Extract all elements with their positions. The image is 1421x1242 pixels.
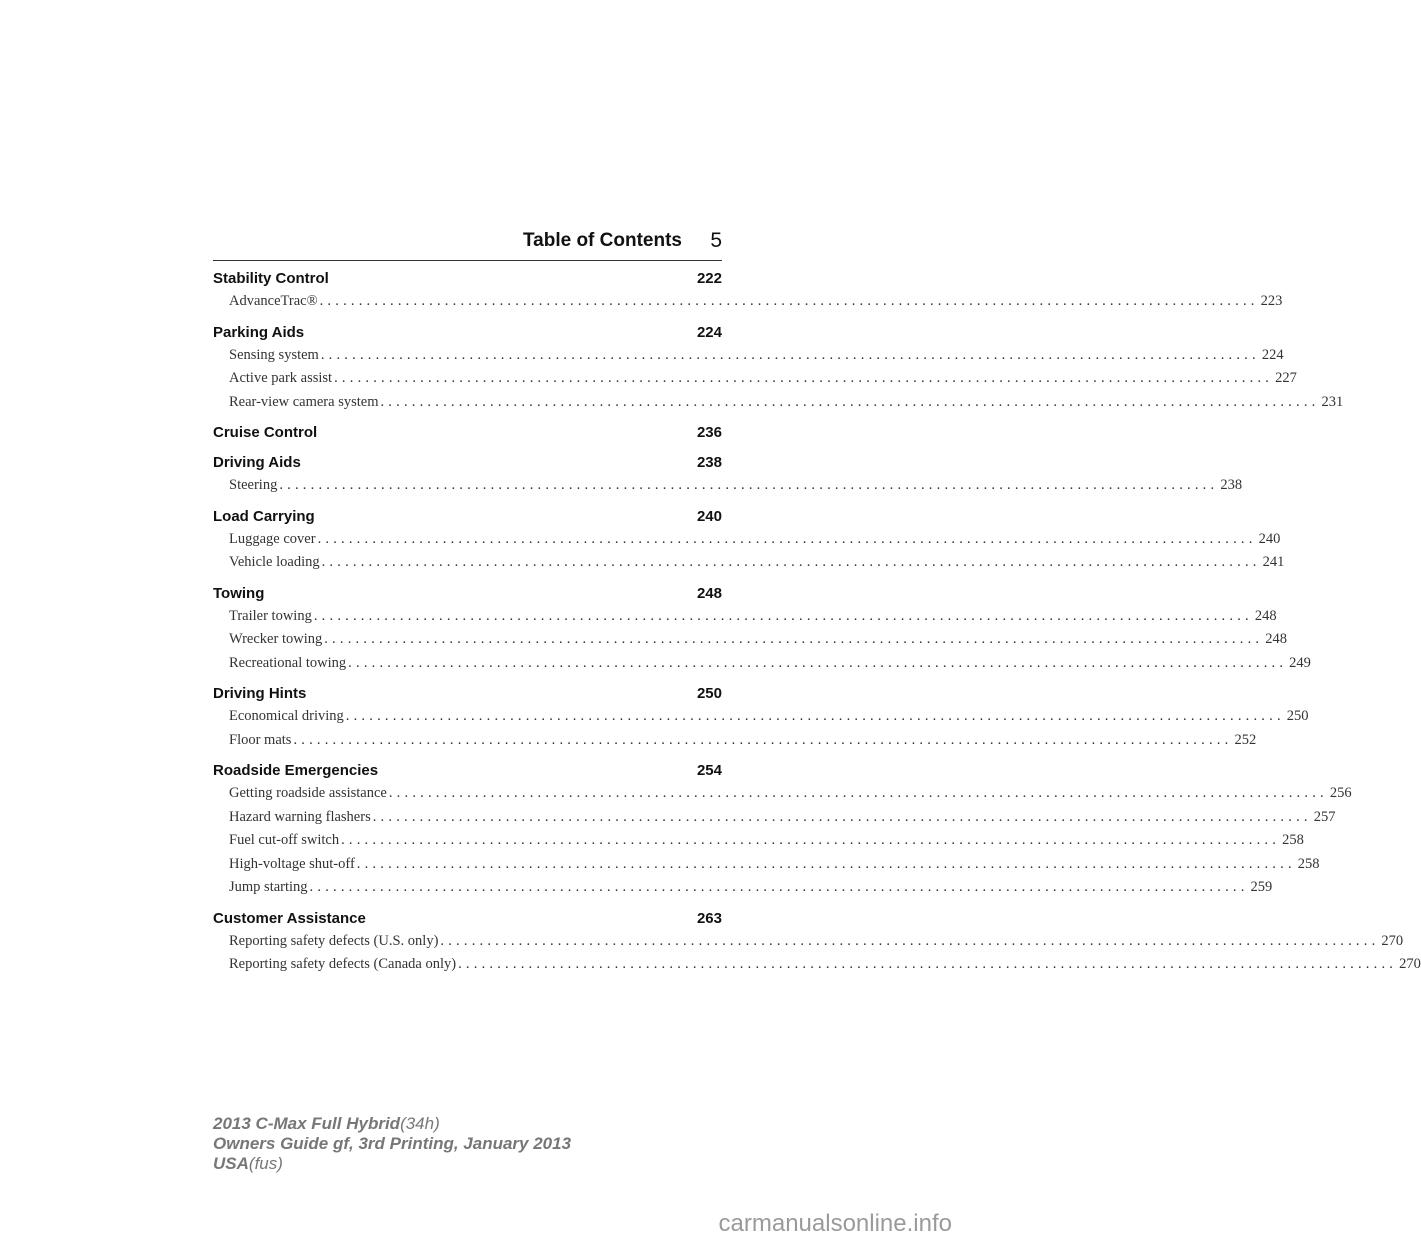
entry-label: Wrecker towing [229,631,323,647]
section-page: 250 [696,685,722,702]
entry-page: 257 [1313,808,1336,825]
entry-page: 258 [1282,832,1304,848]
toc-entry[interactable] [213,367,1297,391]
table-of-contents [213,268,1421,985]
entry-page: 224 [1261,346,1284,363]
dot-leader: ........................................................................................................................ [320,346,1260,363]
entry-page: 240 [1258,530,1281,547]
toc-entry[interactable] [213,876,1273,900]
entry-label: Steering [229,477,278,493]
entry-page: 231 [1321,393,1344,410]
watermark: carmanualsonline.info [718,1210,952,1237]
dot-leader: ........................................................................................................................ [348,654,1288,671]
toc-entry[interactable] [213,391,1344,415]
dot-leader: ........................................................................................................................ [321,554,1261,570]
entry-label: AdvanceTrac® [229,293,318,309]
toc-section-heading[interactable] [213,908,722,930]
toc-section-heading[interactable] [213,268,722,290]
section-page: 224 [696,323,722,341]
dot-leader: ........................................................................................................................ [380,393,1320,410]
entry-label: Getting roadside assistance [229,785,387,801]
dot-leader: ........................................................................................................................ [279,477,1219,493]
entry-page: 223 [1260,293,1283,309]
entry-label: High-voltage shut-off [229,855,355,872]
page-title: Table of Contents [522,230,682,251]
toc-section-heading[interactable] [213,760,722,782]
entry-label: Rear-view camera system [229,393,379,410]
entry-page: 258 [1297,855,1320,872]
entry-label: Economical driving [229,708,344,724]
toc-section [213,583,1311,676]
toc-entry[interactable] [213,930,1404,954]
toc-entry[interactable] [213,953,1421,977]
footer-model: 2013 C-Max Full Hybrid [213,1114,401,1133]
section-page: 222 [696,270,722,287]
entry-label: Active park assist [229,370,333,386]
dot-leader: ........................................................................................................................ [293,731,1233,748]
toc-section-heading[interactable] [213,683,722,705]
section-page: 254 [696,762,722,779]
section-page: 263 [696,909,722,927]
section-title: Towing [213,584,265,602]
entry-page: 249 [1289,654,1311,671]
section-title: Load Carrying [213,507,315,525]
entry-label: Jump starting [229,879,308,895]
page-number: 5 [710,229,722,252]
toc-section [213,683,1309,752]
toc-entry[interactable] [213,782,1352,806]
entry-label: Trailer towing [229,607,312,624]
dot-leader: ........................................................................................................................ [324,631,1264,647]
toc-entry[interactable] [213,652,1311,676]
section-title: Driving Hints [213,685,307,702]
section-title: Customer Assistance [213,909,366,927]
toc-section-heading[interactable] [213,322,722,344]
document-footer [213,1114,571,1174]
toc-entry[interactable] [213,628,1287,652]
dot-leader: ........................................................................................................................ [458,956,1398,972]
section-page: 248 [696,584,722,602]
entry-label: Reporting safety defects (Canada only) [229,956,457,972]
entry-page: 250 [1286,708,1309,724]
dot-leader: ........................................................................................................................ [345,708,1285,724]
entry-label: Sensing system [229,346,319,363]
entry-page: 270 [1381,932,1404,949]
entry-label: Vehicle loading [229,554,320,570]
entry-label: Luggage cover [229,530,316,547]
section-title: Parking Aids [213,323,305,341]
entry-label: Reporting safety defects (U.S. only) [229,932,439,949]
dot-leader: ........................................................................................................................ [313,607,1253,624]
section-page: 238 [696,454,722,471]
toc-section-heading[interactable] [213,422,722,444]
section-page: 236 [696,424,722,441]
entry-label: Fuel cut-off switch [229,832,340,848]
entry-label: Recreational towing [229,654,347,671]
entry-page: 241 [1262,554,1285,570]
dot-leader: ........................................................................................................................ [341,832,1281,848]
toc-entry[interactable] [213,853,1320,877]
toc-entry[interactable] [213,829,1304,853]
entry-page: 227 [1275,370,1297,386]
footer-model-code: (34h) [400,1114,440,1133]
entry-page: 259 [1250,879,1273,895]
dot-leader: ........................................................................................................................ [440,932,1380,949]
toc-entry[interactable] [213,528,1281,552]
toc-section [213,760,1352,900]
entry-page: 252 [1234,731,1257,748]
entry-page: 270 [1399,956,1421,972]
toc-section [213,422,722,444]
dot-leader: ........................................................................................................................ [388,785,1328,801]
section-title: Roadside Emergencies [213,762,379,779]
footer-market-code: (fus) [248,1154,283,1173]
entry-label: Hazard warning flashers [229,808,371,825]
toc-entry[interactable] [213,806,1336,830]
toc-section-heading[interactable] [213,506,722,528]
toc-entry[interactable] [213,605,1277,629]
toc-section [213,506,1285,575]
section-title: Cruise Control [213,424,318,441]
entry-page: 256 [1329,785,1352,801]
section-title: Driving Aids [213,454,301,471]
toc-section [213,452,1243,498]
toc-section [213,268,1283,314]
entry-page: 248 [1265,631,1287,647]
toc-entry[interactable] [213,290,1283,314]
toc-section [213,322,1344,415]
toc-entry[interactable] [213,344,1284,368]
footer-market: USA [213,1154,249,1173]
entry-page: 238 [1220,477,1243,493]
dot-leader: ........................................................................................................................ [334,370,1274,386]
dot-leader: ........................................................................................................................ [319,293,1259,309]
footer-line-3 [213,1154,571,1174]
entry-label: Floor mats [229,731,292,748]
toc-entry[interactable] [213,729,1257,753]
section-page: 240 [696,507,722,525]
toc-entry[interactable] [213,705,1309,729]
entry-page: 248 [1254,607,1277,624]
section-title: Stability Control [213,270,329,287]
page-header [213,228,722,261]
dot-leader: ........................................................................................................................ [372,808,1312,825]
toc-entry[interactable] [213,474,1243,498]
toc-section [213,908,1421,977]
dot-leader: ........................................................................................................................ [356,855,1296,872]
toc-entry[interactable] [213,551,1285,575]
footer-line-2: Owners Guide gf, 3rd Printing, January 2013 [213,1134,572,1153]
toc-section-heading[interactable] [213,452,722,474]
dot-leader: ........................................................................................................................ [309,879,1249,895]
dot-leader: ........................................................................................................................ [317,530,1257,547]
footer-line-1 [213,1114,571,1134]
toc-section-heading[interactable] [213,583,722,605]
